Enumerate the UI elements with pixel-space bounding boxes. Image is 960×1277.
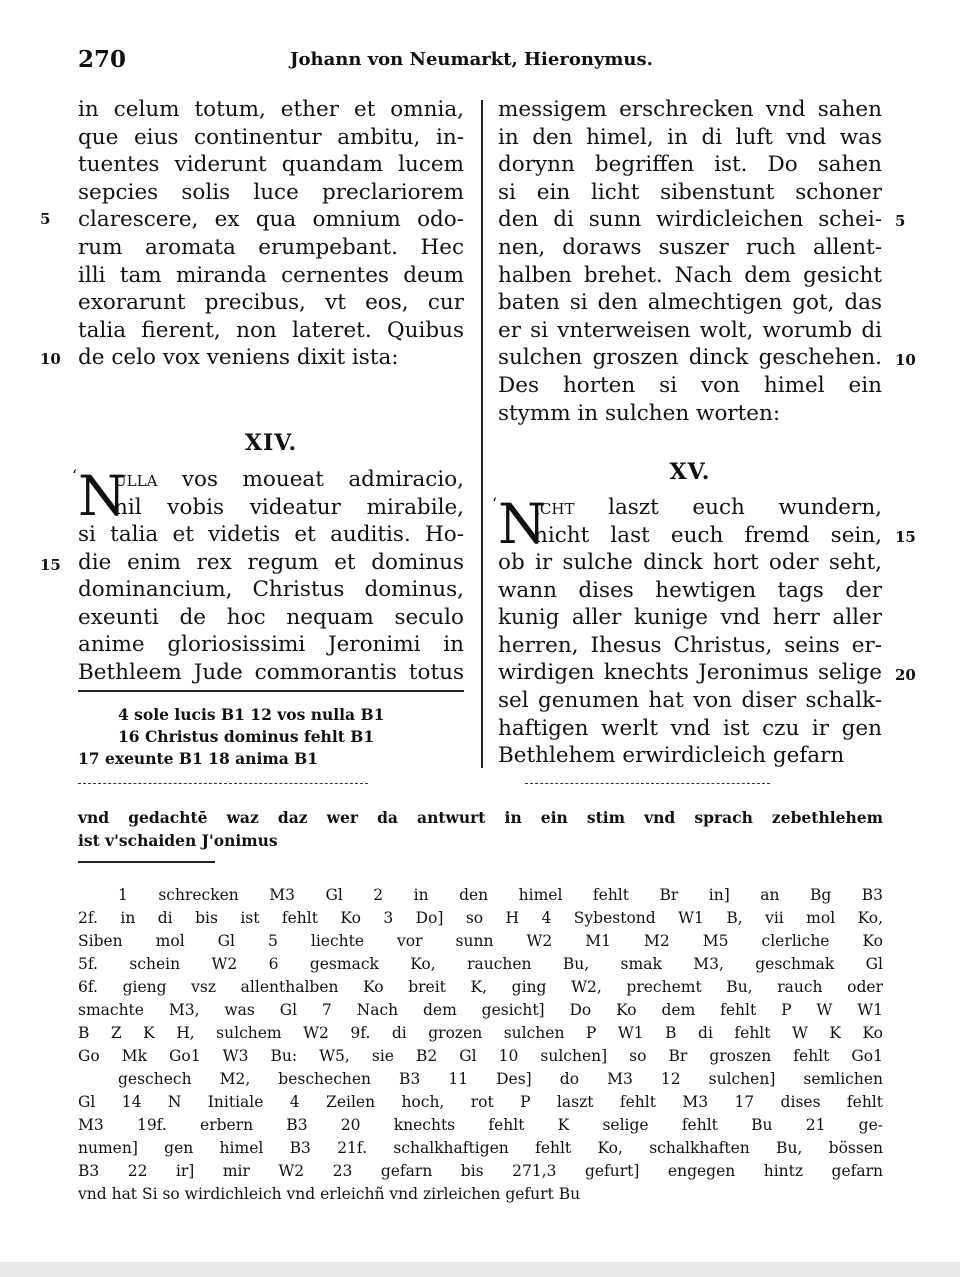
- german-line: nicht last euch fremd sein,: [534, 522, 882, 548]
- german-line: sel genumen hat von diser schalk-: [498, 688, 882, 713]
- line-number: 5: [895, 212, 906, 230]
- latin-line: in celum totum, ether et omnia,: [78, 97, 464, 122]
- line-number: 10: [40, 350, 61, 368]
- dashed-rule: [78, 783, 368, 784]
- drop-initial: N: [498, 492, 547, 556]
- german-line: messigem erschrecken vnd sahen: [498, 97, 882, 122]
- latin-line: exorarunt precibus, vt eos, cur: [78, 290, 464, 316]
- line-number: 15: [40, 556, 61, 574]
- german-line: si ein licht sibenstunt schoner: [498, 179, 882, 205]
- drop-initial: N: [78, 464, 127, 528]
- page-number: 270: [78, 46, 127, 73]
- variant-line: smachte M3, was Gl 7 Nach dem gesicht] Do Ko dem fehlt P W W1: [78, 1001, 883, 1019]
- german-line: wann dises hewtigen tags der: [498, 577, 882, 603]
- variant-line: Go Mk Go1 W3 Bu: W5, sie B2 Gl 10 sulchen] so Br groszen fehlt Go1: [78, 1047, 883, 1065]
- german-line: ob ir sulche dinck hort oder seht,: [498, 550, 882, 575]
- line-number: 20: [895, 666, 916, 684]
- column-apparatus-line: 4 sole lucis B1 12 vos nulla B1: [118, 705, 385, 724]
- initial-word-rest: icht: [534, 495, 575, 520]
- scan-bottom-edge: [0, 1262, 960, 1277]
- line-number: 10: [895, 351, 916, 369]
- column-divider: [481, 100, 483, 768]
- running-title: Johann von Neumarkt, Hieronymus.: [290, 49, 653, 70]
- line-number: 15: [895, 528, 916, 546]
- latin-line: que eius continentur ambitu, in-: [78, 124, 464, 150]
- latin-line: Bethleem Jude commorantis totus: [78, 660, 464, 685]
- column-footnote-rule: [78, 690, 464, 692]
- german-line: Bethlehem erwirdicleich gefarn: [498, 743, 845, 769]
- running-head: [78, 46, 888, 76]
- german-line: Des horten si von himel ein: [498, 373, 882, 398]
- german-line: halben brehet. Nach dem gesicht: [498, 262, 882, 288]
- latin-line: nil vobis videatur mirabile,: [114, 494, 464, 520]
- latin-line: talia fierent, non lateret. Quibus: [78, 317, 464, 343]
- german-line: [534, 494, 882, 522]
- latin-line: [114, 466, 464, 494]
- variant-line: B Z K H, sulchem W2 9f. di grozen sulchen P W1 B di fehlt W K Ko: [78, 1024, 883, 1042]
- variant-line: Gl 14 N Initiale 4 Zeilen hoch, rot P laszt fehlt M3 17 dises fehlt: [78, 1093, 883, 1111]
- variant-line: M3 19f. erbern B3 20 knechts fehlt K selige fehlt Bu 21 ge-: [78, 1116, 883, 1134]
- column-apparatus-line: 17 exeunte B1 18 anima B1: [78, 749, 319, 768]
- german-line: herren, Ihesus Christus, seins er-: [498, 632, 882, 658]
- variant-line: Siben mol Gl 5 liechte vor sunn W2 M1 M2 M5 clerliche Ko: [78, 932, 883, 950]
- german-line: haftigen werlt vnd ist czu ir gen: [498, 715, 882, 741]
- variant-line: 6f. gieng vsz allenthalben Ko breit K, ging W2, prechemt Bu, rauch oder: [78, 978, 883, 996]
- latin-line: tuentes viderunt quandam lucem: [78, 152, 464, 178]
- latin-line: dominancium, Christus dominus,: [78, 577, 464, 603]
- latin-line: rum aromata erumpebant. Hec: [78, 235, 464, 260]
- latin-line: die enim rex regum et dominus: [78, 549, 464, 575]
- opening-quote-mark: ‘: [492, 494, 498, 513]
- line-number: 5: [40, 210, 51, 228]
- variant-line: 5f. schein W2 6 gesmack Ko, rauchen Bu, smak M3, geschmak Gl: [78, 955, 883, 973]
- variant-line: 2f. in di bis ist fehlt Ko 3 Do] so H 4 Sybestond W1 B, vii mol Ko,: [78, 909, 883, 927]
- gloss-line: ist v'schaiden J'onimus: [78, 831, 278, 850]
- variant-line: geschech M2, beschechen B3 11 Des] do M3 12 sulchen] semlichen: [118, 1070, 883, 1088]
- german-line: nen, doraws suszer ruch allent-: [498, 235, 882, 260]
- column-apparatus-line: 16 Christus dominus fehlt B1: [118, 727, 375, 746]
- latin-line: illi tam miranda cernentes deum: [78, 262, 464, 288]
- german-line-text: laszt euch wundern,: [608, 495, 882, 520]
- latin-line: si talia et videtis et auditis. Ho-: [78, 522, 464, 547]
- german-line: in den himel, in di luft vnd was: [498, 124, 882, 150]
- variant-line: B3 22 ir] mir W2 23 gefarn bis 271,3 gefurt] engegen hintz gefarn: [78, 1162, 883, 1180]
- variant-line: 1 schrecken M3 Gl 2 in den himel fehlt Br in] an Bg B3: [118, 886, 883, 904]
- gloss-rule: [78, 861, 215, 863]
- variant-line: numen] gen himel B3 21f. schalkhaftigen fehlt Ko, schalkhaften Bu, bössen: [78, 1139, 883, 1157]
- latin-line: exeunti de hoc nequam seculo: [78, 604, 464, 630]
- opening-quote-mark: ‘: [72, 466, 78, 485]
- latin-line: anime gloriosissimi Jeronimi in: [78, 632, 464, 658]
- section-heading-xv: XV.: [669, 459, 711, 485]
- variant-line: vnd hat Si so wirdichleich vnd erleichñ vnd zirleichen gefurt Bu: [78, 1185, 581, 1203]
- latin-line: de celo vox veniens dixit ista:: [78, 345, 399, 371]
- german-line: den di sunn wirdicleichen schei-: [498, 207, 882, 233]
- german-line: baten si den almechtigen got, das: [498, 290, 882, 316]
- german-line: sulchen groszen dinck geschehen.: [498, 345, 882, 371]
- initial-block: [492, 492, 882, 556]
- latin-line: clarescere, ex qua omnium odo-: [78, 207, 464, 233]
- initial-block: [72, 464, 464, 528]
- german-line: dorynn begriffen ist. Do sahen: [498, 152, 882, 178]
- section-heading-xiv: XIV.: [244, 430, 298, 456]
- initial-word-rest: ulla: [114, 467, 158, 492]
- dashed-rule: [525, 783, 770, 784]
- german-line: wirdigen knechts Jeronimus selige: [498, 660, 882, 686]
- latin-line: sepcies solis luce preclariorem: [78, 179, 464, 205]
- german-line: kunig aller kunige vnd herr aller: [498, 605, 882, 631]
- german-line: er si vnterweisen wolt, worumb di: [498, 317, 882, 343]
- german-line: stymm in sulchen worten:: [498, 400, 781, 426]
- gloss-line: vnd gedachtē waz daz wer da antwurt in ein stim vnd sprach zebethlehem: [78, 808, 883, 827]
- latin-line-text: vos moueat admiracio,: [181, 467, 464, 492]
